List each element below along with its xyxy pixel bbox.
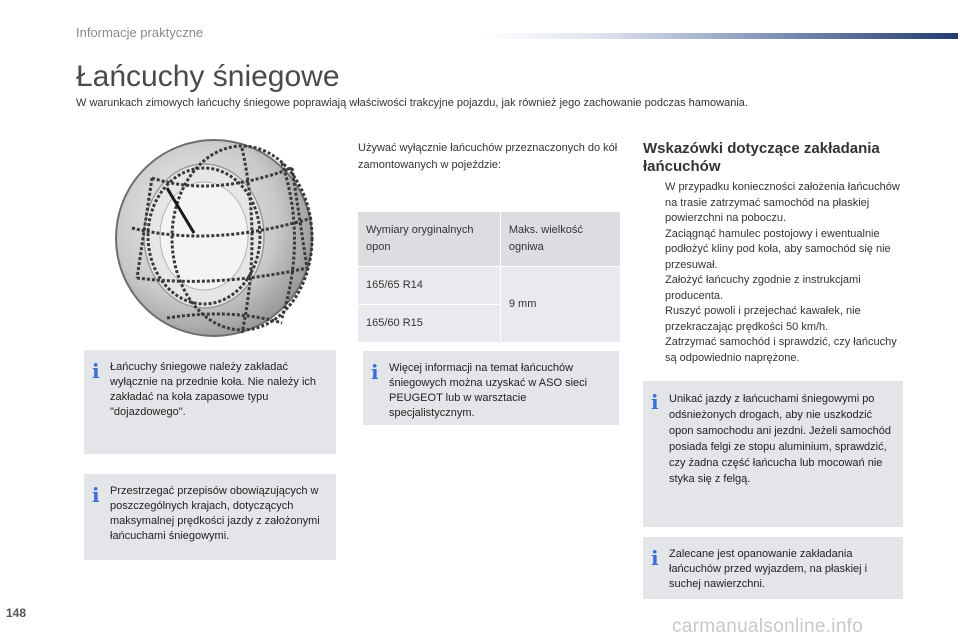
table-header-tyre-size: Wymiary oryginalnych opon: [358, 212, 500, 267]
info-box-front-wheels: [84, 350, 336, 454]
info-text: Przestrzegać przepisów obowiązujących w poszczególnych krajach, dotyczących maksymalnej prędkości jazdy z założonymi łańcuchami śniegowymi.: [110, 485, 320, 542]
info-text: Więcej informacji na temat łańcuchów śniegowych można uzyskać w ASO sieci PEUGEOT lub w warsztacie specjalistycznym.: [389, 362, 588, 419]
intro-text: W warunkach zimowych łańcuchy śniegowe poprawiają właściwości trakcyjne pojazdu, jak również jego zachowanie podczas hamowania.: [76, 97, 748, 109]
header-bar: [480, 33, 958, 39]
page-number: 148: [6, 606, 27, 620]
table-cell-link-size: 9 mm: [500, 267, 620, 343]
info-text: Zalecane jest opanowanie zakładania łańcuchów przed wyjazdem, na płaskiej i suchej nawierzchni.: [669, 548, 868, 590]
info-icon: i: [92, 359, 100, 383]
watermark: carmanualsonline.info: [672, 616, 864, 637]
info-box-more-information: [363, 351, 619, 425]
fitting-tips-list: [643, 180, 911, 366]
info-icon: i: [651, 546, 659, 570]
list-item: Ruszyć powoli i przejechać kawałek, nie przekraczając prędkości 50 km/h.: [665, 305, 861, 333]
table-cell-tyre-size: 165/60 R15: [358, 305, 500, 343]
info-icon: i: [371, 360, 379, 384]
info-icon: i: [651, 390, 659, 414]
info-box-avoid-cleared-roads: [643, 381, 903, 527]
page-title: Łańcuchy śniegowe: [76, 60, 340, 93]
info-text: Unikać jazdy z łańcuchami śniegowymi po odśnieżonych drogach, aby nie uszkodzić opon samochodu ani jezdni. Jeżeli samochód posiada felgi ze stopu aluminium, sprawdzić, czy żadna część łańcucha lub mocowań nie styka się z felgą.: [669, 393, 891, 485]
chains-usage-text: Używać wyłącznie łańcuchów przeznaczonych do kół zamontowanych w pojeździe:: [358, 142, 618, 171]
section-label: Informacje praktyczne: [76, 25, 204, 40]
info-icon: i: [92, 483, 100, 507]
fitting-tips-title: Wskazówki dotyczące zakładania łańcuchów: [643, 140, 880, 175]
snow-chain-tyre-illustration: [92, 138, 336, 344]
chain-size-table: [358, 212, 620, 343]
list-item: Założyć łańcuchy zgodnie z instrukcjami producenta.: [665, 274, 861, 302]
list-item: Zatrzymać samochód i sprawdzić, czy łańcuchy są odpowiednio naprężone.: [665, 336, 897, 364]
info-box-practice-fitting: [643, 537, 903, 599]
info-text: Łańcuchy śniegowe należy zakładać wyłącznie na przednie koła. Nie należy ich zakładać na koła zapasowe typu "dojazdowego".: [110, 361, 317, 418]
table-cell-tyre-size: 165/65 R14: [358, 267, 500, 305]
tyre-with-chains-image: [92, 138, 336, 344]
info-box-speed-regulations: [84, 474, 336, 560]
table-row: [358, 267, 620, 305]
table-header-link-size: Maks. wielkość ogniwa: [500, 212, 620, 267]
list-item: W przypadku konieczności założenia łańcuchów na trasie zatrzymać samochód na płaskiej powierzchni na poboczu.: [665, 181, 900, 224]
list-item: Zaciągnąć hamulec postojowy i ewentualnie podłożyć kliny pod koła, aby samochód się nie przesuwał.: [665, 227, 891, 271]
